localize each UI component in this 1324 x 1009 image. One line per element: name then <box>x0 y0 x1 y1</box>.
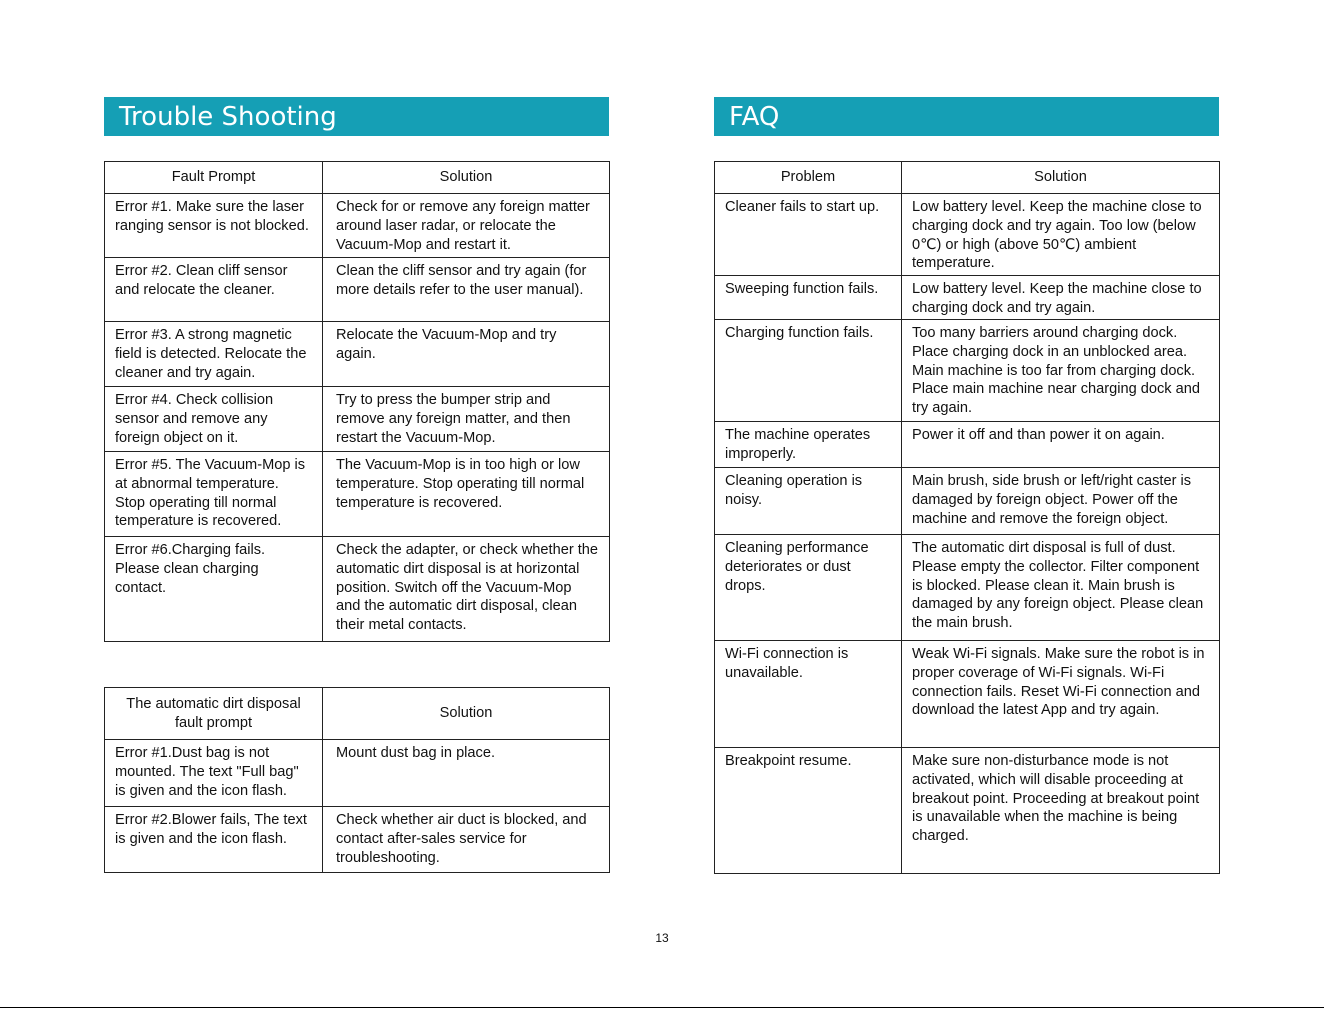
solution-cell: Main brush, side brush or left/right caster is damaged by foreign object. Power off the machine and remove the foreign object. <box>902 468 1220 535</box>
table-row <box>715 320 1220 422</box>
header-solution: Solution <box>323 162 610 194</box>
problem-cell: Sweeping function fails. <box>715 276 902 320</box>
solution-cell: Try to press the bumper strip and remove any foreign matter, and then restart the Vacuum-Mop. <box>323 387 610 452</box>
fault-cell: Error #2.Blower fails, The text is given and the icon flash. <box>105 807 323 873</box>
bottom-rule <box>0 1007 1324 1008</box>
table-row <box>105 322 610 387</box>
table-row <box>105 387 610 452</box>
problem-cell: Cleaning performance deteriorates or dust drops. <box>715 535 902 641</box>
faq-heading: FAQ <box>714 97 1219 136</box>
problem-cell: Charging function fails. <box>715 320 902 422</box>
solution-cell: Check the adapter, or check whether the automatic dirt disposal is at horizontal position. Switch off the Vacuum-Mop and the automatic dirt disposal, clean their metal contacts. <box>323 537 610 642</box>
solution-cell: Low battery level. Keep the machine close to charging dock and try again. <box>902 276 1220 320</box>
problem-cell: The machine operates improperly. <box>715 422 902 468</box>
table-row <box>105 807 610 873</box>
problem-cell: Wi-Fi connection is unavailable. <box>715 641 902 748</box>
solution-cell: Make sure non-disturbance mode is not activated, which will disable proceeding at breakout point. Proceeding at breakout point is unavailable when the machine is being charged. <box>902 748 1220 874</box>
table-row <box>715 194 1220 276</box>
table-row <box>715 535 1220 641</box>
fault-cell: Error #4. Check collision sensor and remove any foreign object on it. <box>105 387 323 452</box>
solution-cell: Relocate the Vacuum-Mop and try again. <box>323 322 610 387</box>
solution-cell: Mount dust bag in place. <box>323 740 610 807</box>
dirt-disposal-fault-table <box>104 687 610 873</box>
solution-cell: The automatic dirt disposal is full of dust. Please empty the collector. Filter component is blocked. Please clean it. Main brush is damaged by any foreign object. Please clean the main brush. <box>902 535 1220 641</box>
page-number: 13 <box>655 931 669 945</box>
table-row <box>715 422 1220 468</box>
table-header-row <box>105 688 610 740</box>
table-header-row <box>715 162 1220 194</box>
table-row <box>715 641 1220 748</box>
problem-cell: Cleaning operation is noisy. <box>715 468 902 535</box>
solution-cell: Too many barriers around charging dock. Place charging dock in an unblocked area. Main machine is too far from charging dock. Place main machine near charging dock and try again. <box>902 320 1220 422</box>
solution-cell: Clean the cliff sensor and try again (for more details refer to the user manual). <box>323 258 610 322</box>
fault-cell: Error #1.Dust bag is not mounted. The text "Full bag" is given and the icon flash. <box>105 740 323 807</box>
solution-cell: The Vacuum-Mop is in too high or low temperature. Stop operating till normal temperature is recovered. <box>323 452 610 537</box>
header-solution: Solution <box>323 688 610 740</box>
solution-cell: Check whether air duct is blocked, and contact after-sales service for troubleshooting. <box>323 807 610 873</box>
fault-cell: Error #2. Clean cliff sensor and relocate the cleaner. <box>105 258 323 322</box>
fault-cell: Error #5. The Vacuum-Mop is at abnormal temperature. Stop operating till normal temperature is recovered. <box>105 452 323 537</box>
table-header-row <box>105 162 610 194</box>
faq-table <box>714 161 1220 874</box>
table-row <box>105 258 610 322</box>
fault-cell: Error #1. Make sure the laser ranging sensor is not blocked. <box>105 194 323 258</box>
trouble-shooting-heading: Trouble Shooting <box>104 97 609 136</box>
fault-cell: Error #6.Charging fails. Please clean charging contact. <box>105 537 323 642</box>
solution-cell: Check for or remove any foreign matter around laser radar, or relocate the Vacuum-Mop and restart it. <box>323 194 610 258</box>
fault-cell: Error #3. A strong magnetic field is detected. Relocate the cleaner and try again. <box>105 322 323 387</box>
table-row <box>105 194 610 258</box>
table-row <box>715 468 1220 535</box>
table-row <box>715 748 1220 874</box>
table-row <box>105 537 610 642</box>
solution-cell: Low battery level. Keep the machine close to charging dock and try again. Too low (below 0℃) or high (above 50℃) ambient temperature. <box>902 194 1220 276</box>
header-fault-prompt: Fault Prompt <box>105 162 323 194</box>
table-row <box>715 276 1220 320</box>
header-problem: Problem <box>715 162 902 194</box>
header-dirt-fault-prompt: The automatic dirt disposal fault prompt <box>105 688 323 740</box>
fault-prompt-table <box>104 161 610 642</box>
table-row <box>105 452 610 537</box>
solution-cell: Weak Wi-Fi signals. Make sure the robot is in proper coverage of Wi-Fi signals. Wi-Fi connection fails. Reset Wi-Fi connection and download the latest App and try again. <box>902 641 1220 748</box>
solution-cell: Power it off and than power it on again. <box>902 422 1220 468</box>
table-row <box>105 740 610 807</box>
problem-cell: Breakpoint resume. <box>715 748 902 874</box>
problem-cell: Cleaner fails to start up. <box>715 194 902 276</box>
header-solution: Solution <box>902 162 1220 194</box>
